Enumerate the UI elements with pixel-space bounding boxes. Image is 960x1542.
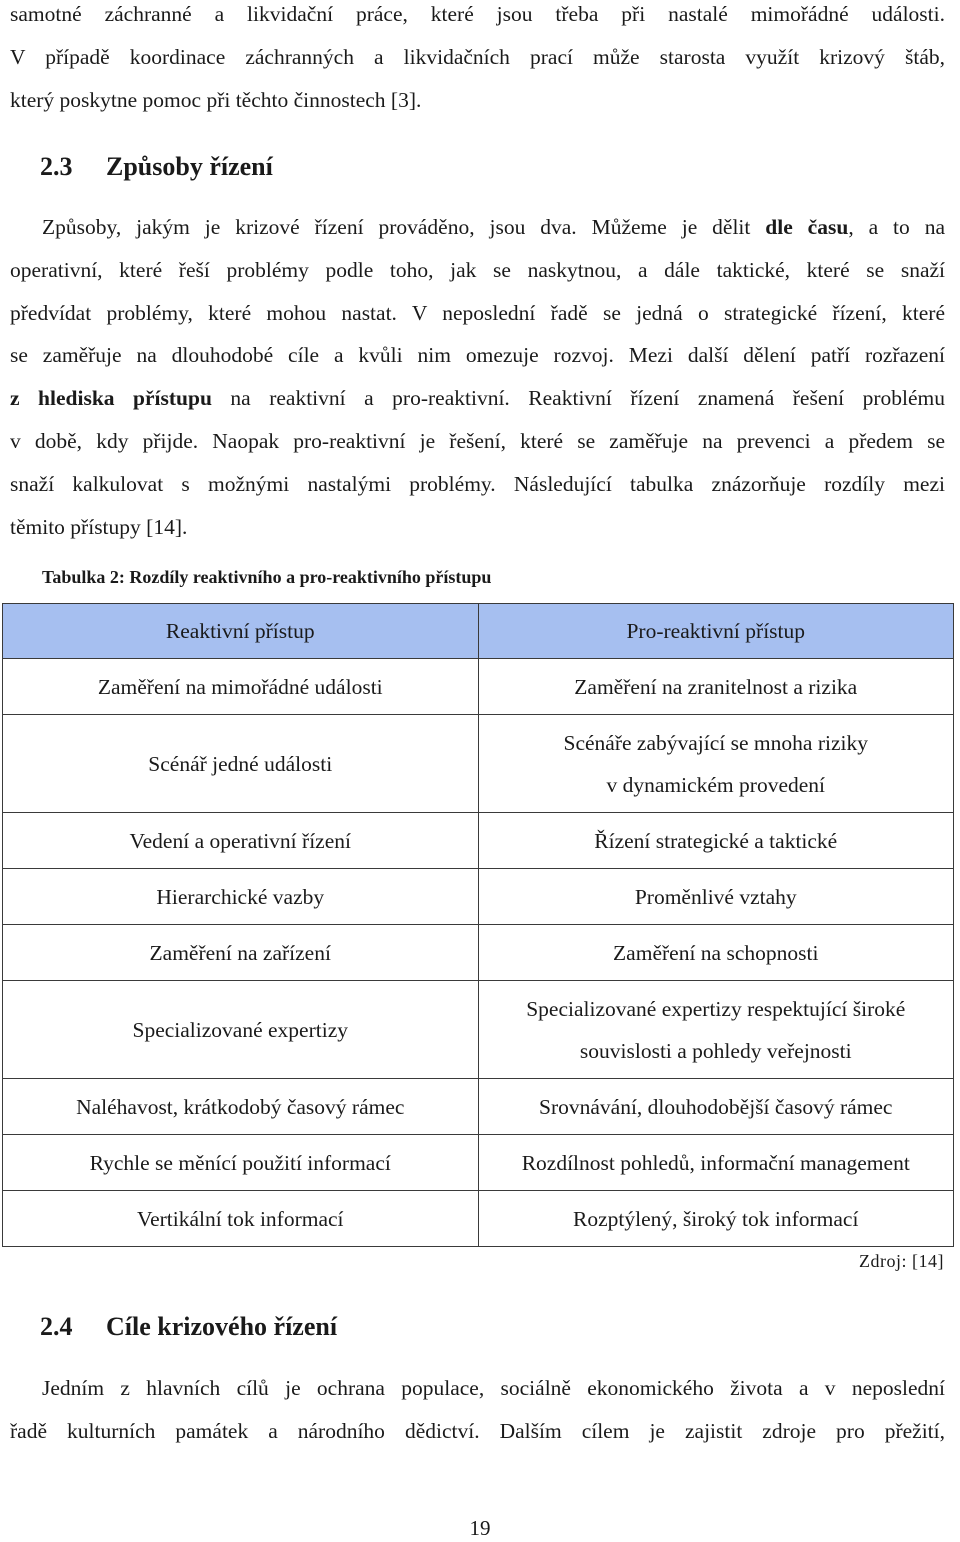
section-number: 2.4 [40,1312,73,1341]
table-cell: Vertikální tok informací [3,1191,479,1247]
cell-line: Specializované expertizy respektující široké [526,996,906,1021]
text-run: na reaktivní a pro-reaktivní. Reaktivní řízení znamená řešení problému [211,386,945,411]
text-run: , a to na [848,215,945,239]
text-line: V případě koordinace záchranných a likvidačních prací může starosta využít krizový štáb, [10,44,945,69]
table-cell: Rozdílnost pohledů, informační management [478,1135,954,1191]
text-line: řadě kulturních památek a národního dědictví. Dalším cílem je zajistit zdroje pro přežití, [10,1418,945,1443]
table-row [3,1135,954,1191]
table-row [3,659,954,715]
methods-paragraph [10,206,945,548]
text-line [10,206,945,249]
text-run: Způsoby, jakým je krizové řízení prováděno, jsou dva. Můžeme je dělit [42,215,766,239]
table-row [3,813,954,869]
table-caption: Tabulka 2: Rozdíly reaktivního a pro-reaktivního přístupu [42,567,492,587]
table-cell [478,981,954,1079]
table-row [3,1079,954,1135]
table-cell: Naléhavost, krátkodobý časový rámec [3,1079,479,1135]
table-cell: Vedení a operativní řízení [3,813,479,869]
table-cell: Rozptýlený, široký tok informací [478,1191,954,1247]
text-line: předvídat problémy, které mohou nastat. V neposlední řadě se jedná o strategické řízení, které [10,300,945,325]
table-header-row [3,604,954,659]
table-row [3,981,954,1079]
table-cell: Hierarchické vazby [3,869,479,925]
text-line: Jedním z hlavních cílů je ochrana populace, sociálně ekonomického života a v neposlední [42,1376,945,1400]
text-line: operativní, které řeší problémy podle toho, jak se naskytnou, a dále taktické, které se snaží [10,257,945,282]
table-cell: Proměnlivé vztahy [478,869,954,925]
text-line [10,377,945,420]
table-row [3,715,954,813]
text-line: který poskytne pomoc při těchto činnostech [3]. [10,87,422,112]
bold-term: dle času [765,215,849,239]
text-line: se zaměřuje na dlouhodobé cíle a kvůli nim omezuje rozvoj. Mezi další dělení patří rozřazení [10,343,945,368]
table-cell: Srovnávání, dlouhodobější časový rámec [478,1079,954,1135]
intro-paragraph [10,0,945,121]
table-row [3,869,954,925]
table-row [3,925,954,981]
cell-line: Scénáře zabývající se mnoha riziky [563,730,868,755]
section-title: Cíle krizového řízení [106,1312,338,1341]
table-cell: Zaměření na schopnosti [478,925,954,981]
text-line: snaží kalkulovat s možnými nastalými problémy. Následující tabulka znázorňuje rozdíly mezi [10,471,945,496]
comparison-table [2,603,954,1247]
table-cell: Zaměření na zranitelnost a rizika [478,659,954,715]
header-proactive: Pro-reaktivní přístup [478,604,954,659]
table-cell [478,715,954,813]
text-line: samotné záchranné a likvidační práce, které jsou třeba při nastalé mimořádné události. [10,2,945,26]
header-reactive: Reaktivní přístup [3,604,479,659]
table-source: Zdroj: [14] [859,1251,944,1271]
cell-line: v dynamickém provedení [606,772,826,797]
page-number: 19 [469,1516,491,1540]
cell-line: souvislosti a pohledy veřejnosti [579,1038,852,1063]
text-line: v době, kdy přijde. Naopak pro-reaktivní je řešení, které se zaměřuje na prevenci a předem se [10,428,945,453]
section-heading-2-3 [40,152,273,182]
table-cell: Specializované expertizy [3,981,479,1079]
table-cell: Rychle se měnící použití informací [3,1135,479,1191]
bold-term: z hlediska přístupu [10,386,212,411]
table-cell: Scénář jedné události [3,715,479,813]
table-row [3,1191,954,1247]
goals-paragraph [10,1367,945,1453]
table-cell: Zaměření na zařízení [3,925,479,981]
text-line: těmito přístupy [14]. [10,514,188,539]
table-cell: Řízení strategické a taktické [478,813,954,869]
section-title: Způsoby řízení [106,152,273,181]
section-number: 2.3 [40,152,73,181]
section-heading-2-4 [40,1312,337,1342]
table-cell: Zaměření na mimořádné události [3,659,479,715]
